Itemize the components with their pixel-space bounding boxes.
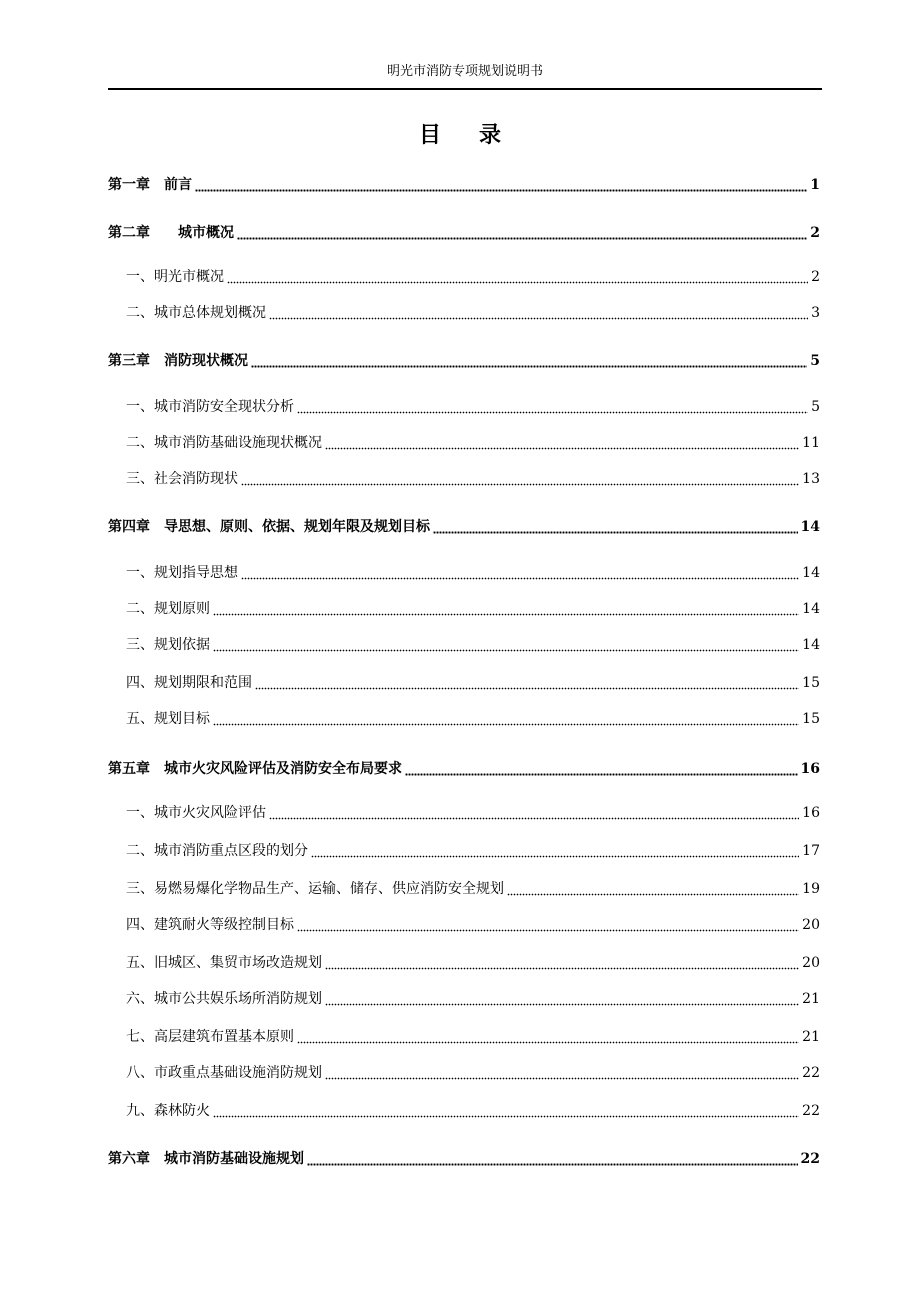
dot-leader: [297, 916, 799, 934]
toc-page-number: 22: [802, 1103, 820, 1119]
toc-page-number: 14: [800, 519, 820, 535]
toc-chapter-entry[interactable]: [108, 220, 820, 242]
toc-entry-label: 一、规划指导思想: [126, 565, 238, 581]
toc-title: 目录: [418, 122, 539, 148]
toc-section-entry[interactable]: [126, 264, 820, 286]
toc-entry-label: 五、旧城区、集贸市场改造规划: [126, 955, 322, 971]
dot-leader: [213, 636, 799, 654]
toc-section-entry[interactable]: [126, 838, 820, 860]
toc-page-number: 17: [802, 843, 820, 859]
toc-entry-label: 一、明光市概况: [126, 269, 224, 285]
toc-page-number: 20: [802, 955, 820, 971]
toc-entry-label: 第四章 导思想、原则、依据、规划年限及规划目标: [108, 519, 430, 535]
dot-leader: [433, 518, 798, 536]
toc-entry-label: 二、城市总体规划概况: [126, 305, 266, 321]
toc-entry-label: 六、城市公共娱乐场所消防规划: [126, 991, 322, 1007]
toc-entry-label: 九、森林防火: [126, 1103, 210, 1119]
toc-page-number: 2: [810, 225, 820, 241]
dot-leader: [269, 304, 808, 322]
toc-page-number: 13: [802, 471, 820, 487]
toc-section-entry[interactable]: [126, 430, 820, 452]
toc-entry-label: 四、建筑耐火等级控制目标: [126, 917, 294, 933]
dot-leader: [307, 1150, 798, 1168]
toc-chapter-entry[interactable]: [108, 172, 820, 194]
toc-page-number: 11: [802, 435, 820, 451]
toc-chapter-entry[interactable]: [108, 348, 820, 370]
toc-entry-label: 八、市政重点基础设施消防规划: [126, 1065, 322, 1081]
toc-entry-label: 二、规划原则: [126, 601, 210, 617]
toc-section-entry[interactable]: [126, 706, 820, 728]
toc-entry-label: 第六章 城市消防基础设施规划: [108, 1151, 304, 1167]
toc-section-entry[interactable]: [126, 1024, 820, 1046]
dot-leader: [325, 954, 799, 972]
toc-entry-label: 四、规划期限和范围: [126, 675, 252, 691]
toc-section-entry[interactable]: [126, 876, 820, 898]
toc-chapter-entry[interactable]: [108, 1146, 820, 1168]
toc-page-number: 22: [802, 1065, 820, 1081]
document-title: 明光市消防专项规划说明书: [386, 64, 543, 79]
dot-leader: [241, 470, 799, 488]
toc-section-entry[interactable]: [126, 670, 820, 692]
toc-page-number: 5: [811, 399, 820, 415]
dot-leader: [269, 804, 799, 822]
dot-leader: [405, 760, 798, 778]
dot-leader: [241, 564, 799, 582]
dot-leader: [325, 990, 799, 1008]
toc-section-entry[interactable]: [126, 950, 820, 972]
toc-entry-label: 二、城市消防基础设施现状概况: [126, 435, 322, 451]
toc-entry-label: 三、规划依据: [126, 637, 210, 653]
toc-section-entry[interactable]: [126, 912, 820, 934]
dot-leader: [227, 268, 808, 286]
toc-entry-label: 第三章 消防现状概况: [108, 353, 248, 369]
toc-page-number: 15: [802, 711, 820, 727]
dot-leader: [237, 224, 807, 242]
dot-leader: [213, 600, 799, 618]
toc-section-entry[interactable]: [126, 394, 820, 416]
dot-leader: [325, 434, 799, 452]
toc-page-number: 14: [802, 637, 820, 653]
toc-entry-label: 第五章 城市火灾风险评估及消防安全布局要求: [108, 761, 402, 777]
dot-leader: [213, 710, 799, 728]
toc-entry-label: 二、城市消防重点区段的划分: [126, 843, 308, 859]
dot-leader: [213, 1102, 799, 1120]
toc-entry-label: 三、易燃易爆化学物品生产、运输、储存、供应消防安全规划: [126, 881, 504, 897]
toc-section-entry[interactable]: [126, 596, 820, 618]
toc-page-number: 21: [802, 1029, 820, 1045]
toc-section-entry[interactable]: [126, 1060, 820, 1082]
dot-leader: [507, 880, 799, 898]
toc-page-number: 1: [810, 177, 820, 193]
dot-leader: [195, 176, 807, 194]
toc-page-number: 14: [802, 601, 820, 617]
toc-page-number: 3: [811, 305, 820, 321]
toc-section-entry[interactable]: [126, 986, 820, 1008]
toc-section-entry[interactable]: [126, 800, 820, 822]
dot-leader: [297, 398, 808, 416]
toc-section-entry[interactable]: [126, 466, 820, 488]
toc-section-entry[interactable]: [126, 300, 820, 322]
toc-entry-label: 七、高层建筑布置基本原则: [126, 1029, 294, 1045]
dot-leader: [251, 352, 807, 370]
toc-page-number: 16: [802, 805, 820, 821]
toc-page-number: 2: [811, 269, 820, 285]
dot-leader: [325, 1064, 799, 1082]
dot-leader: [255, 674, 799, 692]
toc-page-number: 22: [800, 1151, 820, 1167]
toc-entry-label: 一、城市消防安全现状分析: [126, 399, 294, 415]
toc-entry-label: 第二章 城市概况: [108, 225, 234, 241]
toc-entry-label: 第一章 前言: [108, 177, 192, 193]
toc-page-number: 19: [802, 881, 820, 897]
toc-entry-label: 五、规划目标: [126, 711, 210, 727]
page-header: [108, 60, 822, 90]
toc-page-number: 15: [802, 675, 820, 691]
toc-entry-label: 三、社会消防现状: [126, 471, 238, 487]
toc-section-entry[interactable]: [126, 1098, 820, 1120]
toc-section-entry[interactable]: [126, 560, 820, 582]
toc-page-number: 5: [810, 353, 820, 369]
toc-page-number: 21: [802, 991, 820, 1007]
toc-entry-label: 一、城市火灾风险评估: [126, 805, 266, 821]
toc-section-entry[interactable]: [126, 632, 820, 654]
toc-chapter-entry[interactable]: [108, 756, 820, 778]
dot-leader: [297, 1028, 799, 1046]
toc-page-number: 20: [802, 917, 820, 933]
toc-page-number: 14: [802, 565, 820, 581]
dot-leader: [311, 842, 799, 860]
toc-chapter-entry[interactable]: [108, 514, 820, 536]
toc-page-number: 16: [800, 761, 820, 777]
